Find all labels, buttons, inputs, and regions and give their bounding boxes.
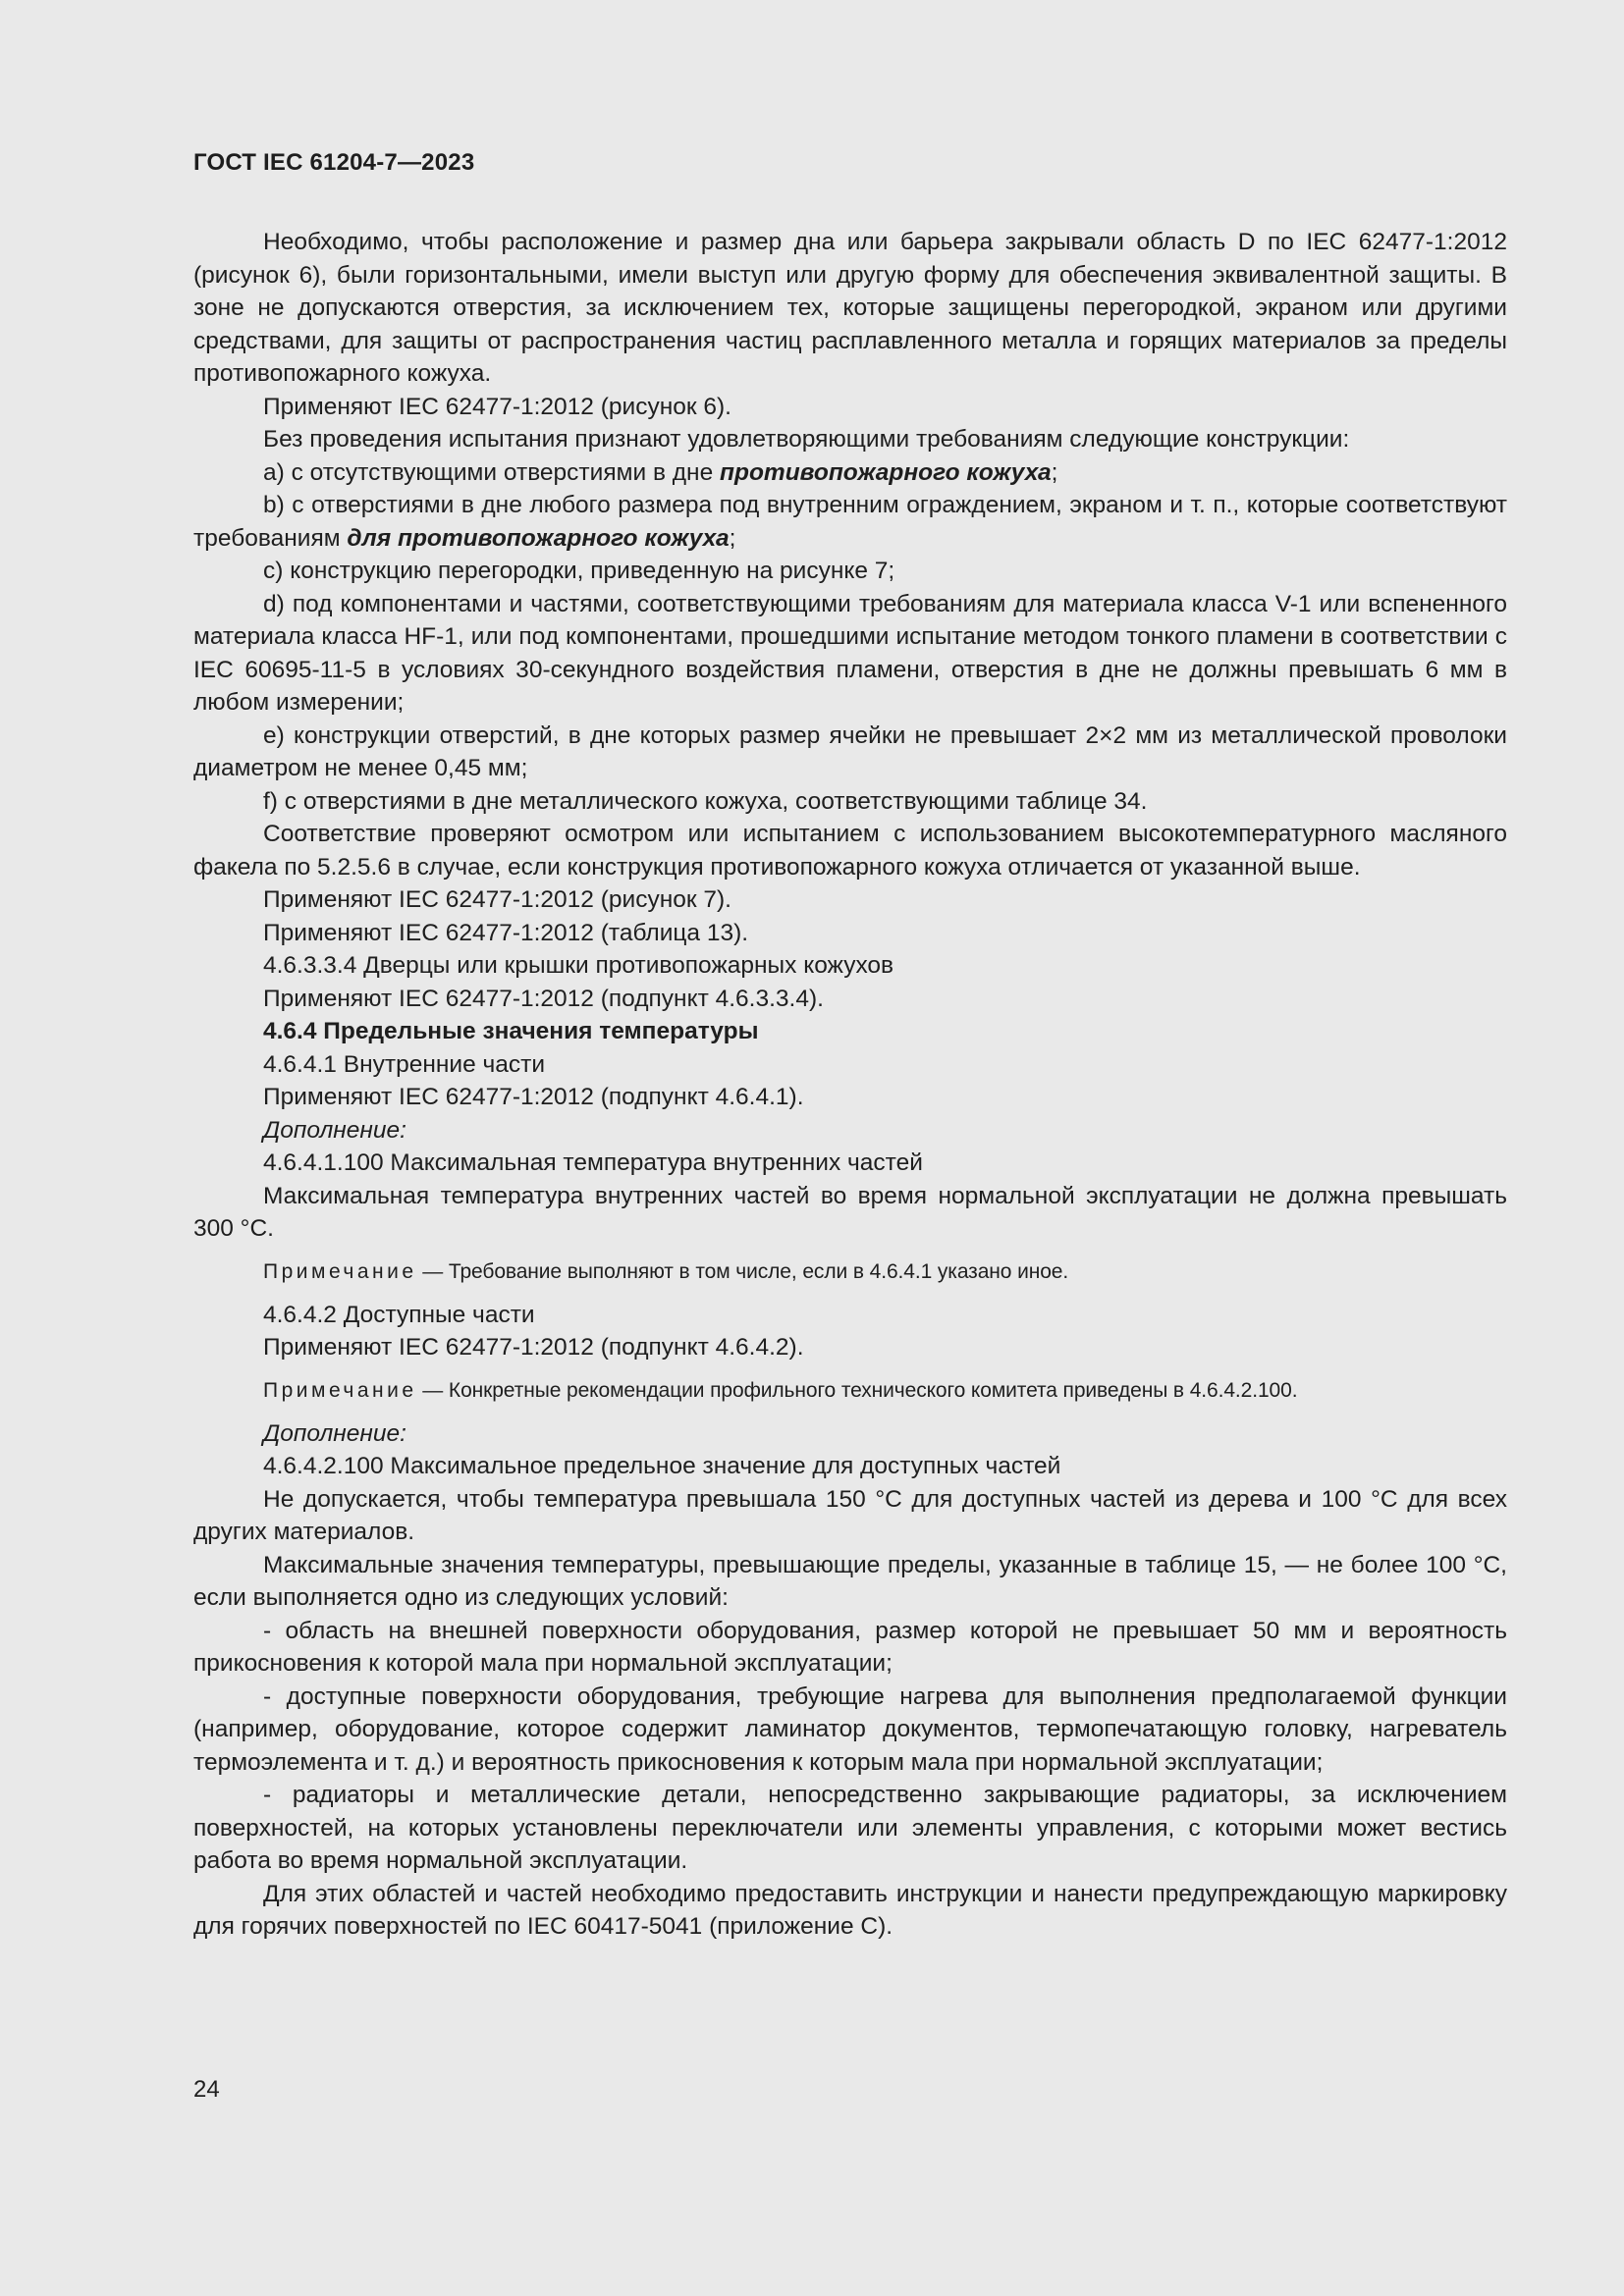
paragraph: Максимальные значения температуры, превышающие пределы, указанные в таблице 15, — не более 100 °C, если выполняется одно из следующих условий: (193, 1551, 1507, 1611)
addendum-label: Дополнение: (263, 1116, 406, 1144)
paragraph: Применяют IEC 62477-1:2012 (подпункт 4.6.3.3.4). (263, 985, 824, 1012)
emphasis: для противопожарного кожуха (347, 524, 730, 552)
subsection-title: 4.6.4.2 Доступные части (263, 1301, 535, 1328)
emphasis: противопожарного кожуха (720, 458, 1052, 486)
list-item-b: b) с отверстиями в дне любого размера под внутренним ограждением, экраном и т. п., которые соответствуют требованиям для противопожарного кожуха; (193, 492, 1507, 552)
list-item-c: c) конструкцию перегородки, приведенную на рисунке 7; (263, 558, 895, 584)
list-item: - радиаторы и металлические детали, непосредственно закрывающие радиаторы, за исключением поверхностей, на которых установлены переключатели или элементы управления, с которыми может вестись работа во время нормальной эксплуатации. (193, 1782, 1507, 1874)
addendum-label: Дополнение: (263, 1419, 406, 1447)
subsection-title: 4.6.4.2.100 Максимальное предельное значение для доступных частей (263, 1453, 1061, 1479)
document-header: ГОСТ IEC 61204-7—2023 (193, 149, 475, 176)
list-item-e: e) конструкции отверстий, в дне которых размер ячейки не превышает 2×2 мм из металлической проволоки диаметром не менее 0,45 мм; (193, 721, 1507, 781)
subsection-title: 4.6.4.1.100 Максимальная температура внутренних частей (263, 1149, 923, 1176)
note-label: Примечание (263, 1378, 417, 1402)
paragraph: Не допускается, чтобы температура превышала 150 °C для доступных частей из дерева и 100 °C для всех других материалов. (193, 1485, 1507, 1545)
subsection-title: 4.6.4.1 Внутренние части (263, 1050, 546, 1078)
section-heading: 4.6.4 Предельные значения температуры (263, 1018, 759, 1044)
paragraph: Применяют IEC 62477-1:2012 (таблица 13). (263, 919, 749, 946)
list-item-d: d) под компонентами и частями, соответствующими требованиям для материала класса V-1 или вспененного материала класса HF-1, или под компонентами, прошедшими испытание методом тонкого пламени в соответствии с IEC 60695-11-5 в условиях 30-секундного воздействия пламени, отверстия в дне не должны превышать 6 мм в любом измерении; (193, 590, 1507, 716)
list-item-f: f) с отверстиями в дне металлического кожуха, соответствующими таблице 34. (263, 787, 1148, 815)
paragraph: Соответствие проверяют осмотром или испытанием с использованием высокотемпературного масляного факела по 5.2.5.6 в случае, если конструкция противопожарного кожуха отличается от указанной выше. (193, 821, 1507, 881)
paragraph: Без проведения испытания признают удовлетворяющими требованиям следующие конструкции: (263, 426, 1350, 453)
subsection-title: 4.6.3.3.4 Дверцы или крышки противопожарных кожухов (263, 952, 894, 979)
list-item-a: а) с отсутствующими отверстиями в дне противопожарного кожуха; (263, 458, 1058, 486)
paragraph: Применяют IEC 62477-1:2012 (подпункт 4.6.4.1). (263, 1084, 804, 1110)
note-label: Примечание (263, 1259, 417, 1283)
note: Примечание — Требование выполняют в том числе, если в 4.6.4.1 указано иное. (263, 1259, 1069, 1283)
list-item: - область на внешней поверхности оборудования, размер которой не превышает 50 мм и вероятность прикосновения к которой мала при нормальной эксплуатации; (193, 1617, 1507, 1677)
document-body (193, 226, 1507, 1944)
note: Примечание — Конкретные рекомендации профильного технического комитета приведены в 4.6.4.2.100. (263, 1378, 1298, 1402)
page-number: 24 (193, 2076, 220, 2103)
paragraph: Максимальная температура внутренних частей во время нормальной эксплуатации не должна превышать 300 °C. (193, 1182, 1507, 1242)
paragraph: Необходимо, чтобы расположение и размер дна или барьера закрывали область D по IEC 62477-1:2012 (рисунок 6), были горизонтальными, имели выступ или другую форму для обеспечения эквивалентной защиты. В зоне не допускаются отверстия, за исключением тех, которые защищены перегородкой, экраном или другими средствами, для защиты от распространения частиц расплавленного металла и горящих материалов за пределы противопожарного кожуха. (193, 229, 1507, 387)
paragraph: Применяют IEC 62477-1:2012 (рисунок 7). (263, 886, 731, 913)
list-item: - доступные поверхности оборудования, требующие нагрева для выполнения предполагаемой функции (например, оборудование, которое содержит ламинатор документов, термопечатающую головку, нагреватель термоэлемента и т. д.) и вероятность прикосновения к которым мала при нормальной эксплуатации; (193, 1682, 1507, 1776)
paragraph: Применяют IEC 62477-1:2012 (рисунок 6). (263, 393, 731, 420)
paragraph: Для этих областей и частей необходимо предоставить инструкции и нанести предупреждающую маркировку для горячих поверхностей по IEC 60417-5041 (приложение С). (193, 1880, 1507, 1940)
paragraph: Применяют IEC 62477-1:2012 (подпункт 4.6.4.2). (263, 1334, 804, 1361)
